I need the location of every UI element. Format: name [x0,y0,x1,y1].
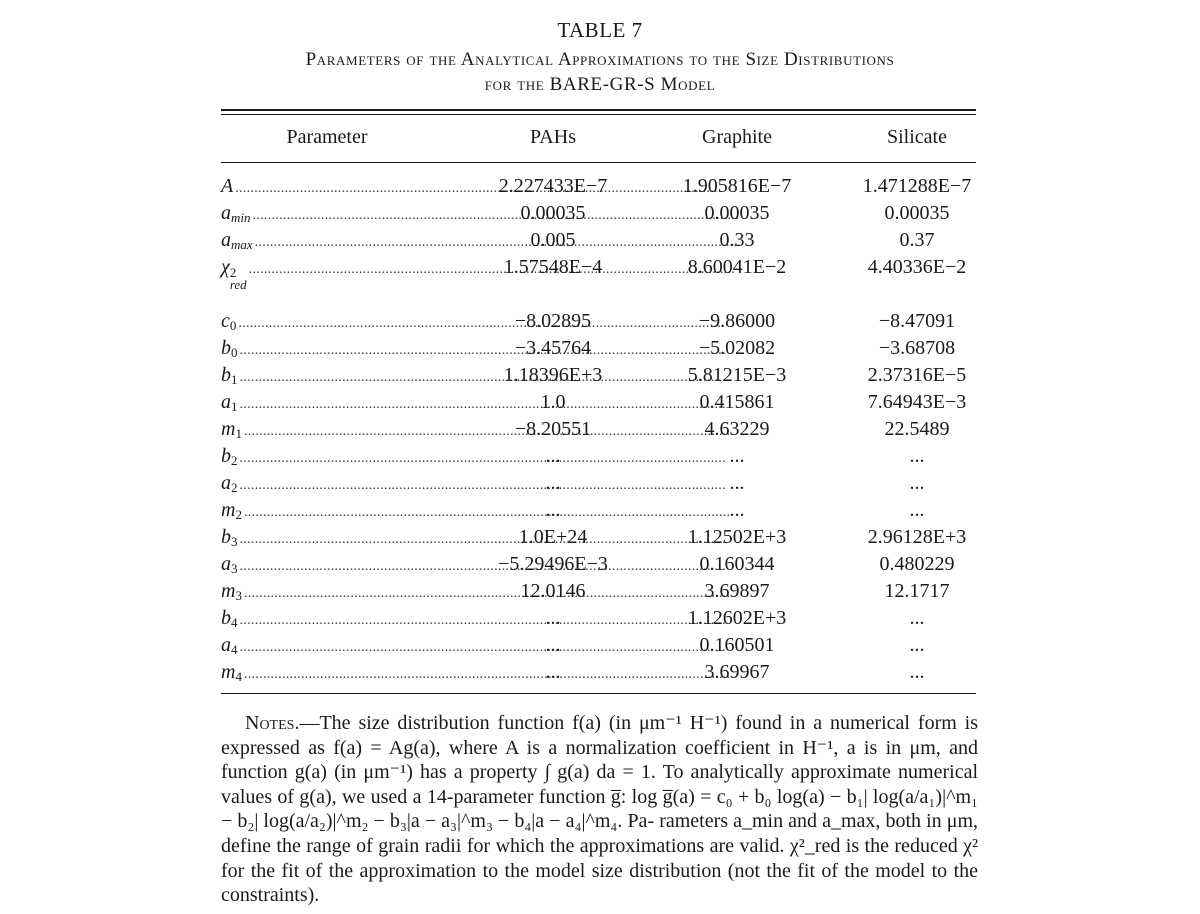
graphite-value: −9.86000 [698,310,776,332]
table-row [221,310,976,337]
graphite-value: −5.02082 [698,337,776,359]
parameter-label [221,337,431,364]
table-row [221,499,976,526]
parameter-symbol-base: χ [221,256,230,278]
silicate-value: ... [909,661,925,683]
notes-line: approximate numerical values of g(a), we used a 14-parameter function g̅: log g̅(a) = [221,761,978,808]
silicate-value: 12.1717 [884,580,950,602]
parameter-symbol-sub: 3 [231,534,238,549]
parameter-symbol-base: b [221,526,231,548]
parameter-symbol-sub: 4 [235,669,242,684]
parameter-symbol-sub: 2 [235,507,242,522]
silicate-value: 4.40336E−2 [867,256,967,278]
graphite-value: 0.415861 [699,391,775,413]
parameter-symbol-base: a [221,202,231,224]
parameter-symbol-sub: 0 [229,318,237,333]
header-parameter: Parameter [286,126,368,148]
parameter-label [221,553,431,580]
parameter-symbol-base: b [221,607,231,629]
pahs-value: ... [545,472,561,494]
parameter-symbol-sub: 4 [231,615,238,630]
parameter-symbol [221,472,240,496]
parameter-label [221,526,431,553]
parameter-symbol-base: b [221,337,231,359]
graphite-value: 8.60041E−2 [687,256,787,278]
notes-line: model size distribution (not the fit of the model to the constraints). [221,859,978,907]
pahs-value: 0.005 [530,229,576,251]
parameter-symbol-sub: red [229,277,247,292]
silicate-value: 1.471288E−7 [862,175,972,197]
table-row [221,175,976,202]
parameter-label [221,229,431,256]
graphite-value: 0.160501 [699,634,775,656]
parameter-symbol-base: a [221,472,231,494]
silicate-value: 7.64943E−3 [867,391,967,413]
parameter-symbol [221,364,240,388]
parameter-label [221,661,431,688]
parameter-symbol-sub: min [231,210,251,225]
parameter-symbol [221,175,235,198]
pahs-value: 1.0 [540,391,566,413]
notes-line: c₀ + b₀ log(a) − b₁| log(a/a₁)|^m₁ − b₂| log(a/a₂)|^m₂ − b₃|a − a₃|^m₃ − b₄|a − a₄|^m₄. Pa- [221,785,978,833]
pahs-value: 1.0E+24 [518,526,588,548]
notes-line: rameters a_min and a_max, both in μm, define the range of grain radii for which the [221,810,979,857]
silicate-value: 0.480229 [879,553,955,575]
table-row [221,580,976,607]
parameter-symbol-base: A [221,175,234,197]
silicate-value: −3.68708 [878,337,956,359]
graphite-value: ... [729,499,745,521]
parameter-label [221,310,431,337]
silicate-value: 2.37316E−5 [867,364,967,386]
graphite-value: 0.160344 [699,553,775,575]
table-row [221,256,976,292]
pahs-value: ... [545,607,561,629]
pahs-value: ... [545,445,561,467]
pahs-value: ... [545,499,561,521]
pahs-value: ... [545,661,561,683]
silicate-value: 2.96128E+3 [867,526,967,548]
parameter-label [221,607,431,634]
graphite-value: 1.12602E+3 [687,607,787,629]
graphite-value: 3.69897 [704,580,770,602]
table-row [221,229,976,256]
parameter-symbol-base: b [221,364,231,386]
table-row [221,526,976,553]
header-rule [221,162,976,163]
pahs-value: 0.00035 [520,202,586,224]
header-graphite: Graphite [702,126,772,148]
parameter-symbol [221,580,244,604]
parameter-symbol [221,310,238,334]
pahs-value: 1.57548E−4 [503,256,603,278]
parameter-symbol-sub: 3 [231,561,238,576]
parameter-symbol [221,337,240,361]
table-row [221,391,976,418]
parameter-symbol [221,418,244,442]
parameter-symbol-sub: 4 [231,642,238,657]
table-row [221,202,976,229]
parameter-symbol-sub: 2 [231,453,238,468]
parameter-symbol [221,499,244,523]
parameter-symbol-base: m [221,661,236,683]
table-row [221,337,976,364]
parameter-label [221,175,431,202]
silicate-value: ... [909,472,925,494]
parameter-symbol-base: m [221,418,236,440]
graphite-value: 3.69967 [704,661,770,683]
pahs-value: −8.20551 [514,418,592,440]
table-number: TABLE 7 [557,18,643,42]
table-row [221,472,976,499]
parameter-label [221,580,431,607]
table-row [221,553,976,580]
graphite-value: 0.33 [719,229,755,251]
pahs-value: 1.18396E+3 [503,364,603,386]
graphite-value: 1.905816E−7 [682,175,792,197]
parameter-label [221,256,431,292]
parameter-label [221,445,431,472]
pahs-value: −8.02895 [514,310,592,332]
silicate-value: ... [909,634,925,656]
parameter-symbol-sub: 1 [235,426,242,441]
parameter-symbol-base: c [221,310,230,332]
parameter-symbol [221,553,240,577]
parameter-symbol [221,391,240,415]
silicate-value: ... [909,607,925,629]
parameter-symbol-base: a [221,391,231,413]
parameter-symbol-base: m [221,499,236,521]
parameter-label [221,364,431,391]
graphite-value: 1.12502E+3 [687,526,787,548]
parameter-symbol [221,526,240,550]
table-row [221,364,976,391]
graphite-value: ... [729,445,745,467]
parameter-symbol-base: b [221,445,231,467]
top-rule [221,109,976,111]
table-row [221,661,976,688]
silicate-value: 0.37 [899,229,935,251]
table-title-line-2: for the BARE-GR-S Model [484,74,716,95]
parameter-symbol [221,445,240,469]
parameter-symbol-base: a [221,553,231,575]
table-title-line-1: Parameters of the Analytical Approximations to the Size Distributions [305,49,895,70]
pahs-value: 2.227433E−7 [498,175,608,197]
top-rule-thin [221,114,976,115]
parameter-symbol-sub: 0 [231,345,238,360]
notes-line: form is expressed as f(a) = Ag(a), where A is a normalization coefficient in H⁻¹, a is [221,712,979,759]
silicate-value: ... [909,499,925,521]
parameter-symbol-sup: 2 [229,265,237,280]
parameter-symbol-sub: 2 [231,480,238,495]
parameter-label [221,418,431,445]
parameter-symbol [221,634,240,658]
silicate-value: 22.5489 [884,418,950,440]
pahs-value: ... [545,634,561,656]
header-silicate: Silicate [887,126,947,148]
graphite-value: 4.63229 [704,418,770,440]
pahs-value: 12.0146 [520,580,586,602]
notes-line: —The size distribution function f(a) (in μm⁻¹ H⁻¹) found in a numerical [299,712,910,734]
silicate-value: ... [909,445,925,467]
silicate-value: 0.00035 [884,202,950,224]
parameter-label [221,391,431,418]
bottom-rule [221,693,976,694]
parameter-label [221,499,431,526]
table-notes [221,711,978,908]
parameter-symbol-sub: 1 [231,372,238,387]
parameter-symbol-base: m [221,580,236,602]
parameter-symbol [221,661,244,685]
parameter-label [221,472,431,499]
parameter-symbol [221,202,253,226]
parameter-symbol-base: a [221,634,231,656]
table-row [221,445,976,472]
pahs-value: −5.29496E−3 [498,553,608,575]
notes-line: approximations are valid. χ²_red is the reduced χ² for the fit of the approximation to the [221,834,978,882]
notes-line: in μm, and function g(a) (in μm⁻¹) has a property ∫ g(a) da = 1. To analytically [221,736,979,784]
graphite-value: ... [729,472,745,494]
table-row [221,634,976,661]
graphite-value: 0.00035 [704,202,770,224]
notes-label: Notes. [245,712,300,734]
parameter-symbol [221,607,240,631]
parameter-symbol-sub: max [231,237,253,252]
parameter-symbol-sub: 3 [235,588,242,603]
pahs-value: −3.45764 [514,337,592,359]
silicate-value: −8.47091 [878,310,956,332]
parameter-symbol [221,256,249,291]
parameter-label [221,634,431,661]
table-row [221,418,976,445]
parameter-symbol [221,229,255,253]
table-row [221,607,976,634]
graphite-value: 5.81215E−3 [687,364,787,386]
header-pahs: PAHs [530,126,576,148]
parameter-label [221,202,431,229]
parameter-symbol-sub: 1 [231,399,238,414]
parameter-symbol-base: a [221,229,231,251]
